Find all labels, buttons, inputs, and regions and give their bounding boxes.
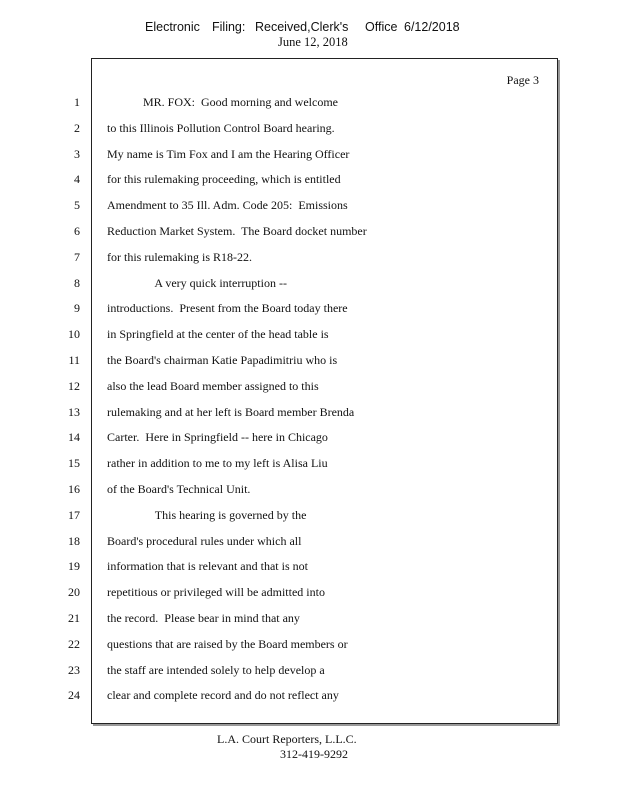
- line-text: in Springfield at the center of the head table is: [107, 327, 329, 342]
- line-text: This hearing is governed by the: [107, 507, 307, 522]
- line-number: 12: [68, 378, 80, 393]
- header-filed-date: 6/12/2018: [404, 20, 460, 34]
- line-number: 18: [68, 533, 80, 548]
- line-number: 17: [68, 507, 80, 522]
- line-text: for this rulemaking proceeding, which is entitled: [107, 172, 341, 187]
- line-number: 19: [68, 559, 80, 574]
- line-text: information that is relevant and that is not: [107, 559, 308, 574]
- header-received: Received,Clerk's: [255, 20, 349, 34]
- line-number: 11: [68, 353, 80, 367]
- line-number: 21: [68, 611, 80, 625]
- line-number: 2: [74, 120, 80, 135]
- footer-company: L.A. Court Reporters, L.L.C.: [217, 732, 357, 746]
- header-office: Office: [365, 20, 398, 34]
- line-text: the Board's chairman Katie Papadimitriu who is: [107, 353, 338, 367]
- line-number: 8: [74, 275, 80, 290]
- line-number: 4: [74, 172, 80, 187]
- line-number: 1: [74, 95, 80, 109]
- line-number: 24: [68, 688, 80, 703]
- line-text: rather in addition to me to my left is Alisa Liu: [107, 456, 328, 471]
- line-number: 15: [68, 456, 80, 471]
- line-number: 3: [74, 146, 80, 161]
- line-number: 6: [74, 224, 80, 238]
- header-filing: Filing:: [212, 20, 246, 34]
- line-text: Reduction Market System. The Board docket number: [107, 224, 367, 238]
- line-text: the staff are intended solely to help develop a: [107, 662, 325, 677]
- header-electronic: Electronic: [145, 20, 200, 34]
- line-text: MR. FOX: Good morning and welcome: [107, 95, 338, 109]
- line-text: for this rulemaking is R18-22.: [107, 249, 252, 264]
- line-text: of the Board's Technical Unit.: [107, 482, 251, 496]
- footer-phone: 312-419-9292: [280, 747, 348, 761]
- line-text: Board's procedural rules under which all: [107, 533, 302, 548]
- line-number: 7: [74, 249, 80, 264]
- line-text: introductions. Present from the Board today there: [107, 301, 348, 316]
- line-text: Amendment to 35 Ill. Adm. Code 205: Emissions: [107, 198, 348, 213]
- line-number: 23: [68, 662, 80, 677]
- line-number: 5: [74, 198, 80, 213]
- line-text: questions that are raised by the Board members or: [107, 636, 348, 651]
- line-text: repetitious or privileged will be admitted into: [107, 585, 325, 600]
- line-number: 14: [68, 430, 80, 445]
- line-number: 10: [68, 327, 80, 342]
- line-number: 16: [68, 482, 80, 496]
- line-number: 20: [68, 585, 80, 600]
- transcript-date: June 12, 2018: [278, 35, 348, 49]
- page-number: Page 3: [506, 73, 539, 87]
- line-text: clear and complete record and do not reflect any: [107, 688, 339, 703]
- line-number: 22: [68, 636, 80, 651]
- line-text: rulemaking and at her left is Board member Brenda: [107, 404, 355, 419]
- line-text: also the lead Board member assigned to this: [107, 378, 319, 393]
- line-number: 13: [68, 404, 80, 419]
- line-text: A very quick interruption --: [107, 275, 287, 290]
- line-text: to this Illinois Pollution Control Board hearing.: [107, 120, 335, 135]
- line-text: My name is Tim Fox and I am the Hearing Officer: [107, 146, 350, 161]
- line-text: Carter. Here in Springfield -- here in Chicago: [107, 430, 328, 445]
- line-number: 9: [74, 301, 80, 316]
- line-text: the record. Please bear in mind that any: [107, 611, 300, 625]
